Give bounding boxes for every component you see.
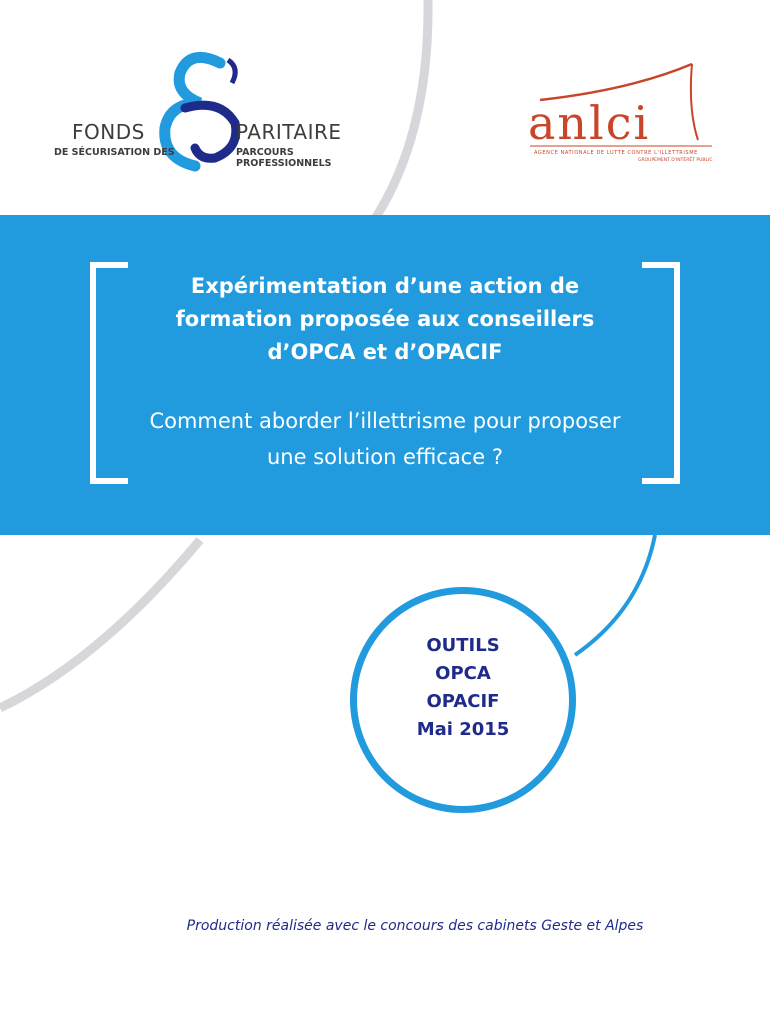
badge-line: OPACIF (426, 691, 500, 712)
badge-line: Mai 2015 (416, 719, 510, 740)
title-line: Expérimentation d’une action de (190, 274, 580, 298)
anlci-wordmark: anlci (528, 96, 651, 150)
subtitle-line: Comment aborder l’illettrisme pour proposer (149, 409, 621, 433)
document-subtitle (110, 403, 660, 475)
logo-word-paritaire: PARITAIRE (236, 120, 342, 144)
subtitle-line: une solution efficace ? (267, 445, 503, 469)
anlci-subtitle: AGENCE NATIONALE DE LUTTE CONTRE L'ILLETTRISME (534, 150, 698, 156)
document-title (120, 270, 650, 369)
logo-word-fonds: FONDS (72, 120, 145, 144)
title-line: formation proposée aux conseillers (175, 307, 595, 331)
logo-sub-left: DE SÉCURISATION DES (54, 147, 175, 158)
badge-circle (350, 587, 576, 813)
badge-line: OUTILS (426, 635, 500, 656)
fpspp-logo (40, 40, 380, 180)
logo-sub-right: PARCOURS PROFESSIONNELS (236, 147, 332, 169)
badge-line: OPCA (435, 663, 491, 684)
anlci-subtitle-2: GROUPEMENT D'INTÉRÊT PUBLIC (638, 158, 713, 163)
anlci-logo (520, 60, 720, 185)
fpspp-swirl-icon (140, 48, 250, 178)
production-credit: Production réalisée avec le concours des cabinets Geste et Alpes (186, 918, 644, 934)
title-line: d’OPCA et d’OPACIF (267, 340, 503, 364)
